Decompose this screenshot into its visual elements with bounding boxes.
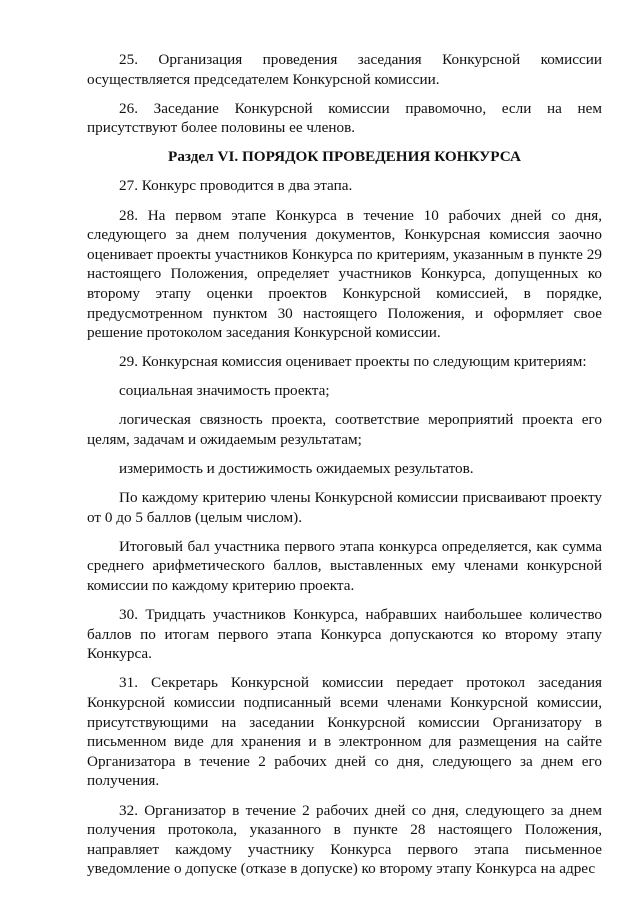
paragraph-31: 31. Секретарь Конкурсной комиссии передает протокол заседания Конкурсной комиссии подписанный всеми членами Конкурсной комиссии, присутствующими на заседании Конкурсной комиссии Организатору в письменном виде для хранения и в электронном для размещения на сайте Организатора в течение 2 рабочих дней со дня, следующего за днем его получения. bbox=[87, 674, 602, 790]
paragraph-26: 26. Заседание Конкурсной комиссии правомочно, если на нем присутствуют более половины ее членов. bbox=[87, 99, 602, 137]
paragraph-28: 28. На первом этапе Конкурса в течение 10 рабочих дней со дня, следующего за днем получения документов, Конкурсная комиссия заочно оценивает проекты участников Конкурса по критериям, указанным в пункте 29 настоящего Положения, определяет участников Конкурса, допущенных ко второму этапу оценки проектов Конкурсной комиссией, в порядке, предусмотренном пунктом 30 настоящего Положения, и оформляет свое решение протоколом заседания Конкурсной комиссии. bbox=[87, 206, 602, 342]
paragraph-final-score: Итоговый бал участника первого этапа конкурса определяется, как сумма среднего арифметического баллов, выставленных ему членами конкурсной комиссии по каждому критерию проекта. bbox=[87, 537, 602, 595]
paragraph-29: 29. Конкурсная комиссия оценивает проекты по следующим критериям: bbox=[119, 353, 587, 371]
paragraph-scoring: По каждому критерию члены Конкурсной комиссии присваивают проекту от 0 до 5 баллов (целым числом). bbox=[87, 489, 602, 526]
criterion-measurability: измеримость и достижимость ожидаемых результатов. bbox=[119, 460, 474, 478]
paragraph-30: 30. Тридцать участников Конкурса, набравших наибольшее количество баллов по итогам первого этапа Конкурса допускаются ко второму этапу Конкурса. bbox=[87, 606, 602, 663]
paragraph-32: 32. Организатор в течение 2 рабочих дней со дня, следующего за днем получения протокола, указанного в пункте 28 настоящего Положения, направляет каждому участнику Конкурса первого этапа письменное уведомление о допуске (отказе в допуске) ко второму этапу Конкурса на адрес bbox=[87, 801, 602, 878]
section-heading: Раздел VI. ПОРЯДОК ПРОВЕДЕНИЯ КОНКУРСА bbox=[168, 148, 521, 166]
criterion-social-significance: социальная значимость проекта; bbox=[119, 382, 330, 400]
document-page bbox=[87, 50, 602, 888]
paragraph-25: 25. Организация проведения заседания Конкурсной комиссии осуществляется председателем Конкурсной комиссии. bbox=[87, 51, 602, 88]
criterion-logical-coherence: логическая связность проекта, соответствие мероприятий проекта его целям, задачам и ожидаемым результатам; bbox=[87, 411, 602, 448]
paragraph-27: 27. Конкурс проводится в два этапа. bbox=[119, 177, 353, 195]
